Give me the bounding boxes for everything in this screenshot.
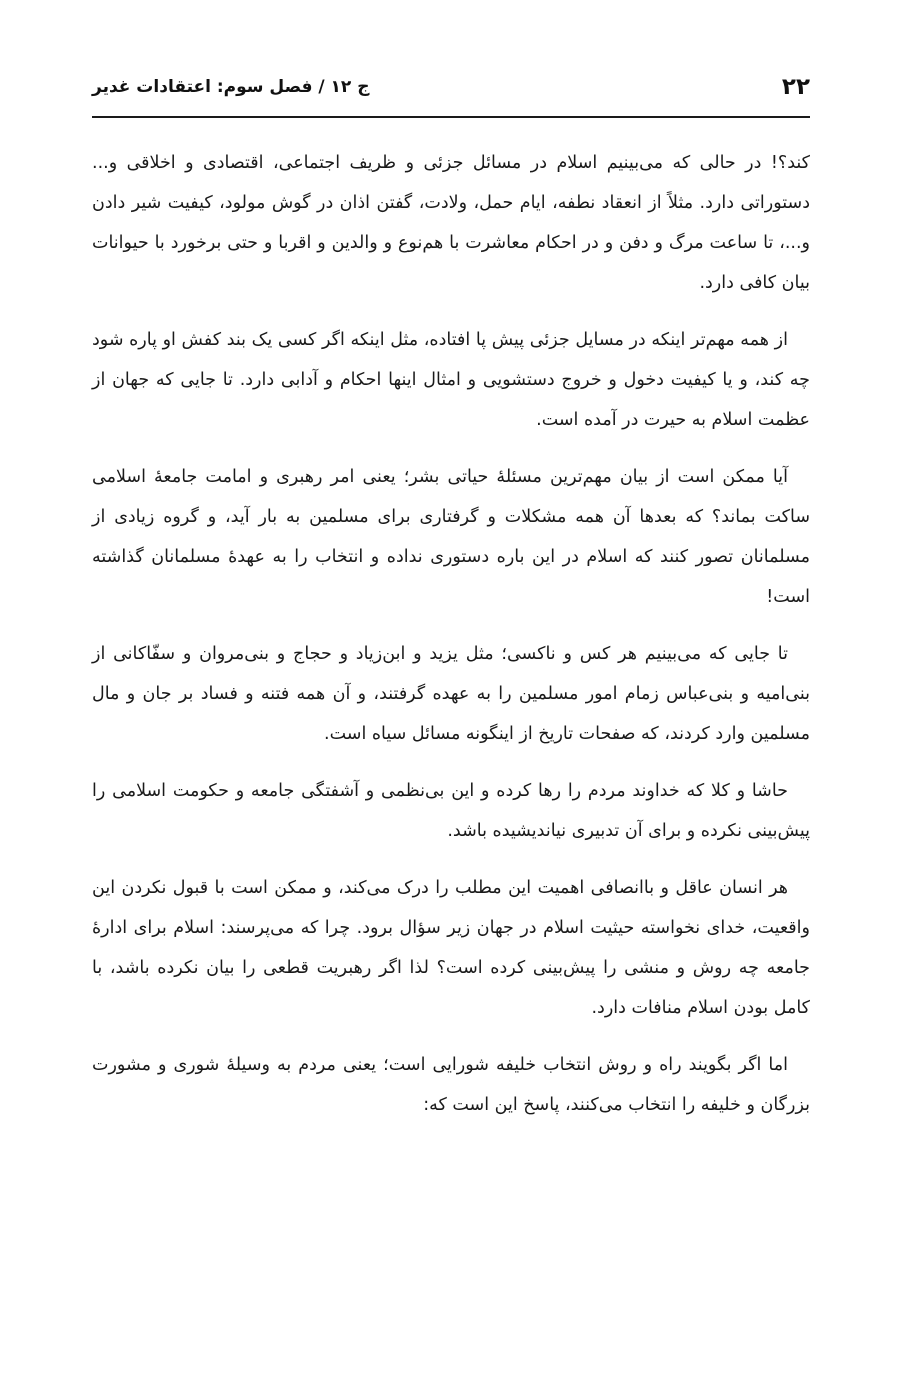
running-header bbox=[92, 64, 810, 110]
running-title: ج ۱۲ / فصل سوم: اعتقادات غدیر bbox=[92, 77, 370, 97]
paragraph-3: آیا ممکن است از بیان مهم‌ترین مسئلهٔ حیاتی بشر؛ یعنی امر رهبری و امامت جامعهٔ اسلامی ساکت بماند؟ که بعدها آن همه مشکلات و گرفتاری برای مسلمین به بار آید، و گروه زیادی از مسلمانان تصور کنند که اسلام در این باره دستوری نداده و انتخاب را به عهدهٔ مسلمانان گذاشته است! bbox=[92, 467, 810, 607]
body-text bbox=[92, 143, 810, 1142]
paragraph-1: کند؟! در حالی که می‌بینیم اسلام در مسائل جزئی و ظریف اجتماعی، اقتصادی و اخلاقی و... دستوراتی دارد. مثلاً از انعقاد نطفه، ایام حمل، ولادت، گفتن اذان در گوش مولود، کیفیت شیر دادن و...، تا ساعت مرگ و دفن و در احکام معاشرت با هم‌نوع و والدین و اقربا و حتی برخورد با حیوانات بیان کافی دارد. bbox=[92, 153, 810, 293]
paragraph-5: حاشا و کلا که خداوند مردم را رها کرده و این بی‌نظمی و آشفتگی جامعه و حکومت اسلامی را پیش‌بینی نکرده و برای آن تدبیری نیاندیشیده باشد. bbox=[92, 781, 810, 841]
header-rule bbox=[92, 116, 810, 118]
paragraph-4: تا جایی که می‌بینیم هر کس و ناکسی؛ مثل یزید و ابن‌زیاد و حجاج و بنی‌مروان و سفّاکانی از بنی‌امیه و بنی‌عباس زمام امور مسلمین را به عهده گرفتند، و آن همه فتنه و فساد بر جان و مال مسلمین وارد کردند، که صفحات تاریخ از اینگونه مسائل سیاه است. bbox=[92, 644, 810, 744]
paragraph-2: از همه مهم‌تر اینکه در مسایل جزئی پیش پا افتاده، مثل اینکه اگر کسی یک بند کفش او پاره شود چه کند، و یا کیفیت دخول و خروج دستشویی و امثال اینها احکام و آدابی دارد. تا جایی که جهان از عظمت اسلام به حیرت در آمده است. bbox=[92, 330, 810, 430]
page-number: ۲۲ bbox=[781, 74, 810, 100]
paragraph-7: اما اگر بگویند راه و روش انتخاب خلیفه شورایی است؛ یعنی مردم به وسیلهٔ شوری و مشورت بزرگان و خلیفه را انتخاب می‌کنند، پاسخ این است که: bbox=[92, 1055, 810, 1115]
paragraph-6: هر انسان عاقل و باانصافی اهمیت این مطلب را درک می‌کند، و ممکن است با قبول نکردن این واقعیت، خدای نخواسته حیثیت اسلام در جهان زیر سؤال برود. چرا که می‌پرسند: اسلام برای ادارهٔ جامعه چه روش و منشی را پیش‌بینی کرده است؟ لذا اگر رهبریت قطعی را بیان نکرده باشد، با کامل بودن اسلام منافات دارد. bbox=[92, 878, 810, 1018]
